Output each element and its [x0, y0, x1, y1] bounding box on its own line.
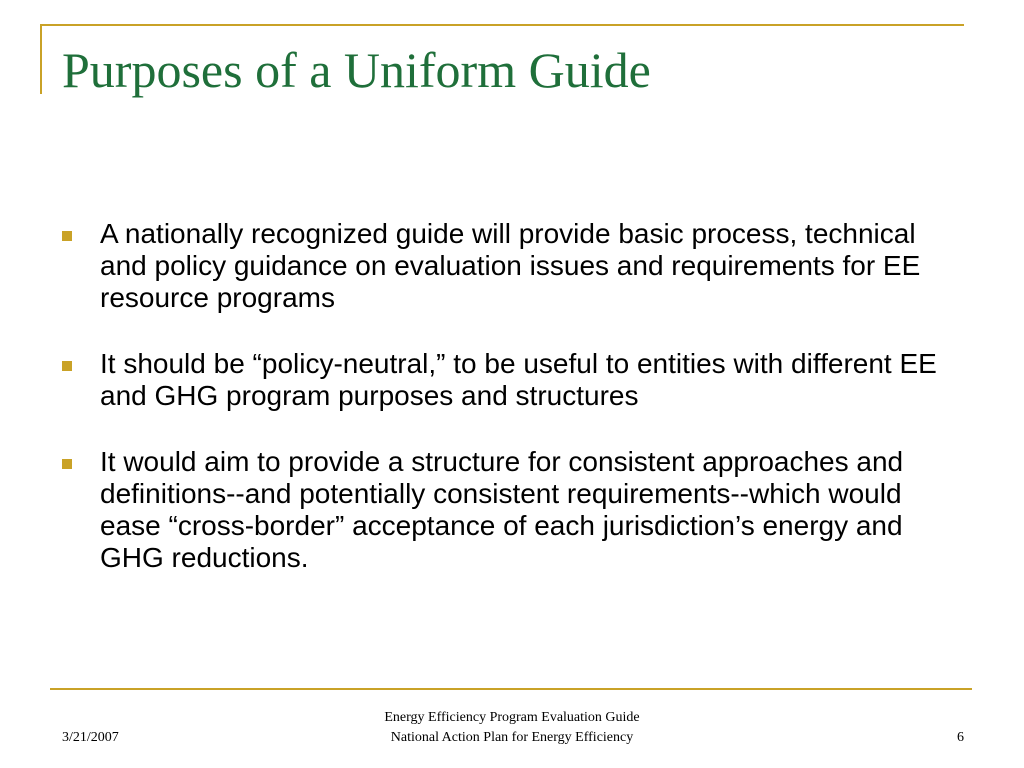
bullet-text: It should be “policy-neutral,” to be useful to entities with different EE and GHG program purposes and structures: [100, 348, 937, 411]
frame-left-line: [40, 24, 42, 94]
bullet-item: [62, 348, 962, 412]
bullet-text: A nationally recognized guide will provide basic process, technical and policy guidance on evaluation issues and requirements for EE resource programs: [100, 218, 921, 313]
bullet-item: [62, 446, 962, 574]
slide-title: Purposes of a Uniform Guide: [62, 42, 651, 98]
square-bullet-icon: [62, 231, 72, 241]
footer-caption-line-2: National Action Plan for Energy Efficiency: [390, 730, 634, 745]
footer-date: 3/21/2007: [62, 730, 119, 745]
bullet-text: It would aim to provide a structure for consistent approaches and definitions--and potentially consistent requirements--which would ease “cross-border” acceptance of each jurisdiction’s energy and GHG reductions.: [100, 446, 904, 573]
square-bullet-icon: [62, 361, 72, 371]
footer-divider: [50, 688, 972, 690]
frame-top-line: [40, 24, 964, 26]
bullet-list: [62, 218, 962, 608]
square-bullet-icon: [62, 459, 72, 469]
page-number: 6: [957, 730, 964, 745]
bullet-item: [62, 218, 962, 314]
footer-caption-line-1: Energy Efficiency Program Evaluation Guide: [384, 710, 640, 725]
footer-caption: [312, 708, 712, 748]
